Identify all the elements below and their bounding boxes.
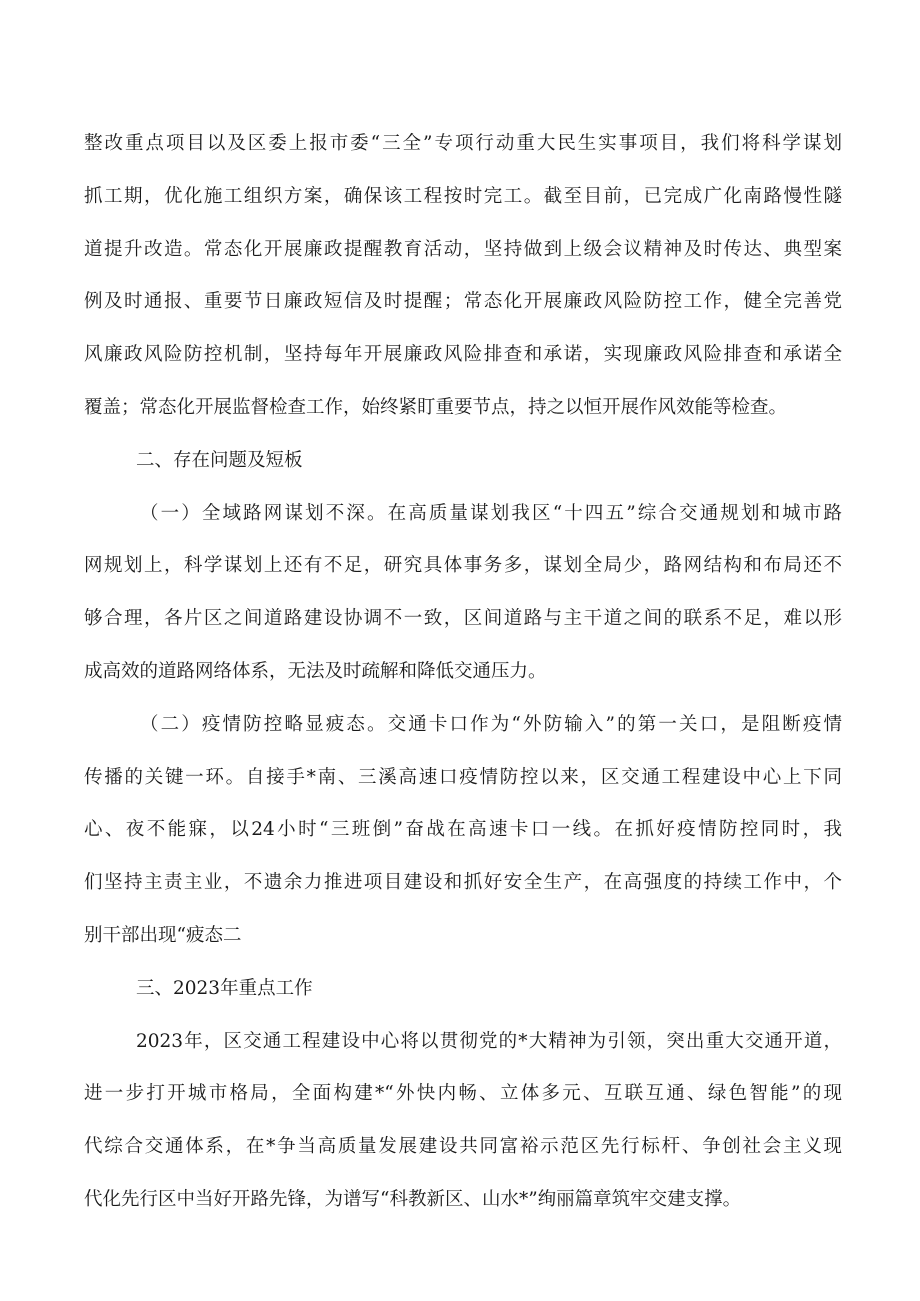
section-heading-key-work: 三、2023年重点工作 xyxy=(136,977,313,999)
text-line: （二）疫情防控略显疲态。交通卡口作为“外防输入”的第一关口，是阻断疫情 xyxy=(140,713,842,735)
paragraph-road-network-planning xyxy=(84,488,842,699)
text-line: 2023年，区交通工程建设中心将以贯彻党的*大精神为引领，突出重大交通开道， xyxy=(136,1030,842,1052)
text-line: 传播的关键一环。自接手*南、三溪高速口疫情防控以来，区交通工程建设中心上下同 xyxy=(84,766,842,788)
text-line: 网规划上，科学谋划上还有不足，研究具体事务多，谋划全局少，路网结构和布局还不 xyxy=(84,555,842,577)
section-heading-problems: 二、存在问题及短板 xyxy=(136,449,303,471)
text-line: 整改重点项目以及区委上报市委“三全”专项行动重大民生实事项目，我们将科学谋划 xyxy=(84,133,842,154)
text-line: 代化先行区中当好开路先锋，为谱写“科教新区、山水*”绚丽篇章筑牢交建支撑。 xyxy=(84,1188,742,1210)
text-line: 覆盖；常态化开展监督检查工作，始终紧盯重要节点，持之以恒开展作风效能等检查。 xyxy=(84,396,788,418)
text-line: 够合理，各片区之间道路建设协调不一致，区间道路与主干道之间的联系不足，难以形 xyxy=(84,608,842,630)
text-line: 代综合交通体系，在*争当高质量发展建设共同富裕示范区先行标杆、争创社会主义现 xyxy=(84,1136,842,1158)
text-line: 抓工期，优化施工组织方案，确保该工程按时完工。截至目前，已完成广化南路慢性隧 xyxy=(84,185,842,207)
text-line: 心、夜不能寐，以24小时“三班倒”奋战在高速卡口一线。在抓好疫情防控同时，我 xyxy=(84,819,842,841)
paragraph-2023-plan xyxy=(84,1016,842,1227)
document-page xyxy=(84,118,842,1227)
text-line: 风廉政风险防控机制，坚持每年开展廉政风险排查和承诺，实现廉政风险排查和承诺全 xyxy=(84,344,842,366)
text-line: 别干部出现“疲态二 xyxy=(84,924,242,946)
paragraph-implementation-summary xyxy=(84,118,842,435)
text-line: 成高效的道路网络体系，无法及时疏解和降低交通压力。 xyxy=(84,660,547,682)
text-line: 们坚持主责主业，不遗余力推进项目建设和抓好安全生产，在高强度的持续工作中，个 xyxy=(84,872,842,894)
text-line: （一）全域路网谋划不深。在高质量谋划我区“十四五”综合交通规划和城市路 xyxy=(140,502,842,524)
text-line: 例及时通报、重要节日廉政短信及时提醒；常态化开展廉政风险防控工作，健全完善党 xyxy=(84,291,842,313)
text-line: 进一步打开城市格局，全面构建*“外快内畅、立体多元、互联互通、绿色智能”的现 xyxy=(84,1083,842,1105)
text-line: 道提升改造。常态化开展廉政提醒教育活动，坚持做到上级会议精神及时传达、典型案 xyxy=(84,238,842,260)
paragraph-epidemic-control xyxy=(84,699,842,963)
